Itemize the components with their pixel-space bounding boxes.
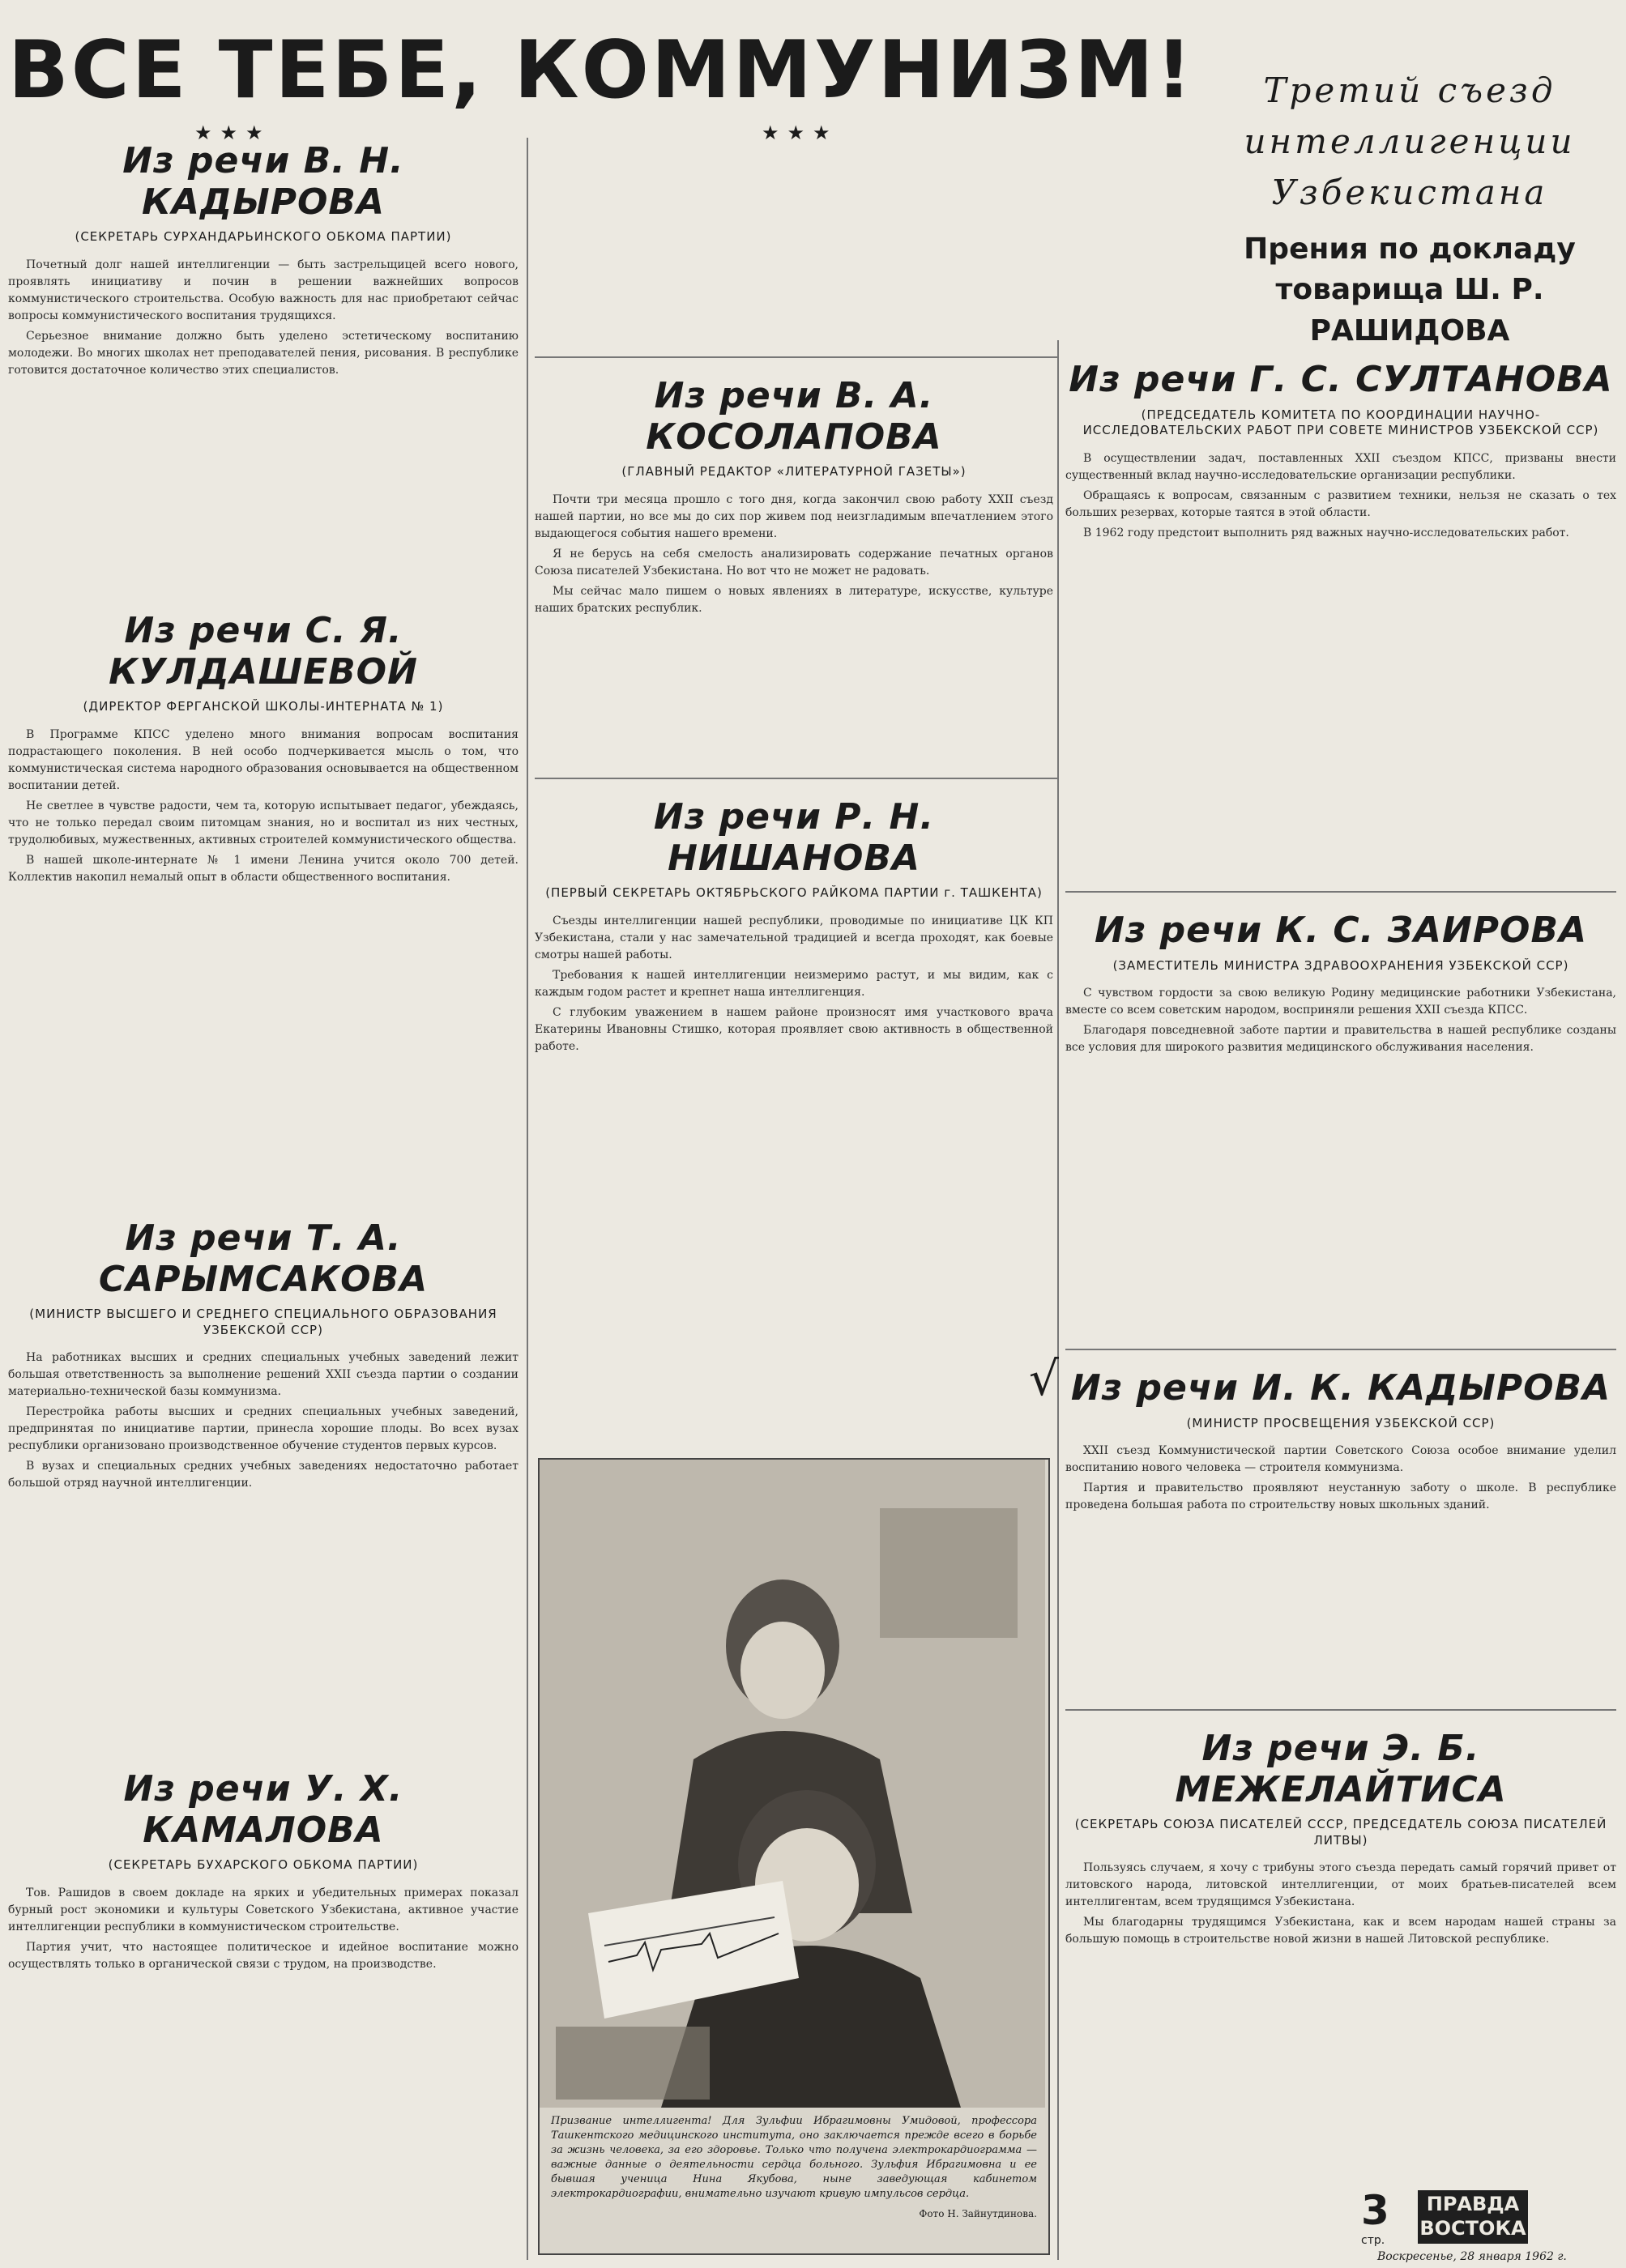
article-paragraph: Тов. Рашидов в своем докладе на ярких и убедительных примерах показал бурный рост экономики и культуры Советского Узбекистана, активное участие интеллигенции республики в коммунистическом строительстве. — [8, 1886, 519, 1933]
article-kadyrov-vn — [8, 130, 519, 608]
photo-caption: Призвание интеллигента! Для Зульфии Ибрагимовны Умидовой, профессора Ташкентского медицинского института, оно заключается прежде всего в борьбе за жизнь человека, за его здоровье. Только что получена электрокардиограмма — важные данные о деятельности сердца больного. Зульфия Ибрагимовна и ее бывшая ученица Нина Якубова, ныне заведующая кабинетом электрокардиографии, внимательно изучают кривую импульсов сердца. — [551, 2115, 1037, 2200]
article-paragraph: Партия и правительство проявляют неустанную заботу о школе. В республике проведена большая работа по строительству новых школьных зданий. — [1065, 1481, 1616, 1512]
article-paragraph: В 1962 году предстоит выполнить ряд важных научно-исследовательских работ. — [1083, 526, 1569, 539]
article-subtitle: (СЕКРЕТАРЬ СОЮЗА ПИСАТЕЛЕЙ СССР, ПРЕДСЕДАТЕЛЬ СОЮЗА ПИСАТЕЛЕЙ ЛИТВЫ) — [1074, 1817, 1607, 1848]
congress-line-1: Третий съезд — [1263, 70, 1556, 110]
article-paragraph: Почетный долг нашей интеллигенции — быть застрельщицей всего нового, проявлять инициативу и почин в решении важнейших вопросов коммунистического строительства. Особую важность для нас приобретают сейчас вопросы коммунистического воспитания трудящихся. — [8, 258, 519, 322]
page-label: стр. — [1361, 2234, 1385, 2247]
article-heading: Из речи В. Н. КАДЫРОВА — [122, 140, 404, 223]
page-number-block — [1361, 2187, 1389, 2247]
article-subtitle: (СЕКРЕТАРЬ СУРХАНДАРЬИНСКОГО ОБКОМА ПАРТИИ) — [75, 229, 452, 245]
article-zairov — [1065, 899, 1616, 1345]
article-sultanov — [1065, 348, 1616, 887]
article-subtitle: (МИНИСТР ВЫСШЕГО И СРЕДНЕГО СПЕЦИАЛЬНОГО ОБРАЗОВАНИЯ УЗБЕКСКОЙ ССР) — [29, 1307, 497, 1337]
article-subtitle: (ГЛАВНЫЙ РЕДАКТОР «ЛИТЕРАТУРНОЙ ГАЗЕТЫ») — [621, 464, 967, 480]
congress-line-3: Узбекистана — [1271, 173, 1548, 212]
article-subtitle: (СЕКРЕТАРЬ БУХАРСКОГО ОБКОМА ПАРТИИ) — [108, 1857, 419, 1873]
article-paragraph: Требования к нашей интеллигенции неизмеримо растут, и мы видим, как с каждым годом растет и крепнет наша интеллигенция. — [535, 968, 1053, 999]
article-paragraph: Не светлее в чувстве радости, чем та, которую испытывает педагог, убеждаясь, что не только передал своим питомцам знания, но и воспитал из них честных, трудолюбивых, мужественных, активных строителей коммунистического общества. — [8, 799, 519, 846]
article-heading: Из речи Г. С. СУЛТАНОВА — [1069, 359, 1613, 400]
article-heading: Из речи Р. Н. НИШАНОВА — [653, 796, 935, 879]
article-kamalov — [8, 1758, 519, 2260]
section-rule — [535, 356, 1057, 358]
article-kadyrov-ik — [1065, 1357, 1616, 1705]
photo-block — [538, 1458, 1050, 2255]
logo-box — [1418, 2190, 1528, 2244]
issue-date: Воскресенье, 28 января 1962 г. — [1377, 2250, 1567, 2263]
article-paragraph: Обращаясь к вопросам, связанным с развитием техники, нельзя не сказать о тех больших резервах, которые таятся в этой области. — [1065, 488, 1616, 519]
newspaper-logo — [1418, 2190, 1528, 2244]
logo-line-2: ВОСТОКА — [1419, 2217, 1526, 2240]
debate-heading-1: Прения по докладу — [1244, 232, 1576, 266]
page-number: 3 — [1361, 2187, 1389, 2234]
section-rule — [535, 778, 1057, 779]
article-paragraph: Перестройка работы высших и средних специальных учебных заведений, предпринятая по инициативе партии, принесла хорошие плоды. Во всех вузах республики организовано производственное обучение студентов первых курсов. — [8, 1405, 519, 1453]
article-subtitle: (ПЕРВЫЙ СЕКРЕТАРЬ ОКТЯБРЬСКОГО РАЙКОМА ПАРТИИ г. ТАШКЕНТА) — [545, 885, 1043, 901]
column-rule — [1057, 340, 1059, 2260]
article-paragraph: С глубоким уважением в нашем районе произносят имя участкового врача Екатерины Ивановны Стишко, которая проявляет свою активность в общественной работе. — [535, 1005, 1053, 1053]
article-paragraph: В вузах и специальных средних учебных заведениях недостаточно работает большой отряд научной интеллигенции. — [8, 1460, 519, 1490]
article-paragraph: Пользуясь случаем, я хочу с трибуны этого съезда передать самый горячий привет от литовского народа, литовской интеллигенции, от моих братьев-писателей всем интеллигентам, всем трудящимся Узбекистана. — [1065, 1861, 1616, 1909]
article-heading: Из речи И. К. КАДЫРОВА — [1070, 1367, 1611, 1409]
photo-credit: Фото Н. Зайнутдинова. — [919, 2208, 1037, 2219]
page-banner: ВСЕ ТЕБЕ, КОММУНИЗМ! — [8, 24, 1195, 117]
article-paragraph: В осуществлении задач, поставленных XXII съездом КПСС, призваны внести существенный вклад научно-исследовательские организации республики. — [1065, 451, 1616, 482]
article-paragraph: Благодаря повседневной заботе партии и правительства в нашей республике созданы все условия для широкого развития медицинского обслуживания населения. — [1065, 1024, 1616, 1055]
photo-image — [540, 1460, 1045, 2108]
congress-title — [1207, 65, 1612, 352]
article-heading: Из речи С. Я. КУЛДАШЕВОЙ — [109, 610, 418, 693]
stars-ornament: ★★★ — [194, 122, 271, 144]
stars-ornament: ★★★ — [762, 122, 839, 144]
article-paragraph: В нашей школе-интернате № 1 имени Ленина учится около 700 детей. Коллектив накопил немалый опыт в области общественного воспитания. — [8, 853, 519, 884]
article-kuldasheva — [8, 599, 519, 1166]
section-rule — [1065, 891, 1616, 893]
article-paragraph: Мы сейчас мало пишем о новых явлениях в литературе, искусстве, культуре наших братских республик. — [535, 584, 1053, 615]
article-paragraph: Мы благодарны трудящимся Узбекистана, как и всем народам нашей страны за большую помощь в строительстве новой жизни в нашей Литовской республике. — [1065, 1916, 1616, 1946]
article-subtitle: (ДИРЕКТОР ФЕРГАНСКОЙ ШКОЛЫ-ИНТЕРНАТА № 1) — [83, 699, 444, 714]
article-paragraph: XXII съезд Коммунистической партии Советского Союза особое внимание уделил воспитанию нового человека — строителя коммунизма. — [1065, 1444, 1616, 1475]
article-subtitle: (ПРЕДСЕДАТЕЛЬ КОМИТЕТА ПО КООРДИНАЦИИ НАУЧНО-ИССЛЕДОВАТЕЛЬСКИХ РАБОТ ПРИ СОВЕТЕ МИНИСТРОВ УЗБЕКСКОЙ ССР) — [1082, 407, 1599, 438]
pencil-check-mark: √ — [1029, 1351, 1059, 1406]
article-subtitle: (МИНИСТР ПРОСВЕЩЕНИЯ УЗБЕКСКОЙ ССР) — [1186, 1415, 1496, 1430]
article-paragraph: Серьезное внимание должно быть уделено эстетическому воспитанию молодежи. Во многих школах нет преподавателей пения, рисования. В республике готовится достаточное количество этих специалистов. — [8, 329, 519, 377]
debate-heading-2: товарища Ш. Р. РАШИДОВА — [1275, 273, 1544, 347]
article-heading: Из речи У. Х. КАМАЛОВА — [123, 1768, 403, 1851]
article-heading: Из речи Э. Б. МЕЖЕЛАЙТИСА — [1175, 1728, 1507, 1810]
article-heading: Из речи Т. А. САРЫМСАКОВА — [98, 1217, 429, 1300]
article-heading: Из речи К. С. ЗАИРОВА — [1094, 910, 1588, 951]
column-rule — [527, 138, 528, 2260]
section-rule — [1065, 1349, 1616, 1350]
section-rule — [1065, 1709, 1616, 1711]
article-sarymsakov — [8, 1207, 519, 1758]
article-subtitle: (ЗАМЕСТИТЕЛЬ МИНИСТРА ЗДРАВООХРАНЕНИЯ УЗБЕКСКОЙ ССР) — [1112, 957, 1569, 973]
article-paragraph: Съезды интеллигенции нашей республики, проводимые по инициативе ЦК КП Узбекистана, стали у нас замечательной традицией и всегда проходят, как боевые смотры нашей работы. — [535, 914, 1053, 961]
article-heading: Из речи В. А. КОСОЛАПОВА — [646, 375, 942, 458]
article-mezhelaitis — [1065, 1717, 1616, 2179]
article-paragraph: Почти три месяца прошло с того дня, когда закончил свою работу XXII съезд нашей партии, но все мы до сих пор живем под неизгладимым впечатлением этого выдающегося события нашего времени. — [535, 492, 1053, 540]
article-paragraph: Партия учит, что настоящее политическое и идейное воспитание можно осуществлять только в органической связи с трудом, на производстве. — [8, 1940, 519, 1971]
article-paragraph: С чувством гордости за свою великую Родину медицинские работники Узбекистана, вместе со всем советским народом, восприняли решения XXII съезда КПСС. — [1065, 987, 1616, 1017]
congress-line-2: интеллигенции — [1244, 122, 1576, 161]
article-paragraph: На работниках высших и средних специальных учебных заведений лежит большая ответственность за выполнение решений XXII съезда партии о создании материально-технической базы коммунизма. — [8, 1351, 519, 1399]
logo-line-1: ПРАВДА — [1426, 2193, 1520, 2215]
article-paragraph: В Программе КПСС уделено много внимания вопросам воспитания подрастающего поколения. В ней особо подчеркивается мысль о том, что коммунистическая система народного образования основывается на общественном воспитании детей. — [8, 727, 519, 792]
article-paragraph: Я не берусь на себя смелость анализировать содержание печатных органов Союза писателей Узбекистана. Но вот что не может не радовать. — [535, 547, 1053, 578]
article-nishanov — [535, 786, 1053, 1450]
article-kosolapov — [535, 364, 1053, 774]
